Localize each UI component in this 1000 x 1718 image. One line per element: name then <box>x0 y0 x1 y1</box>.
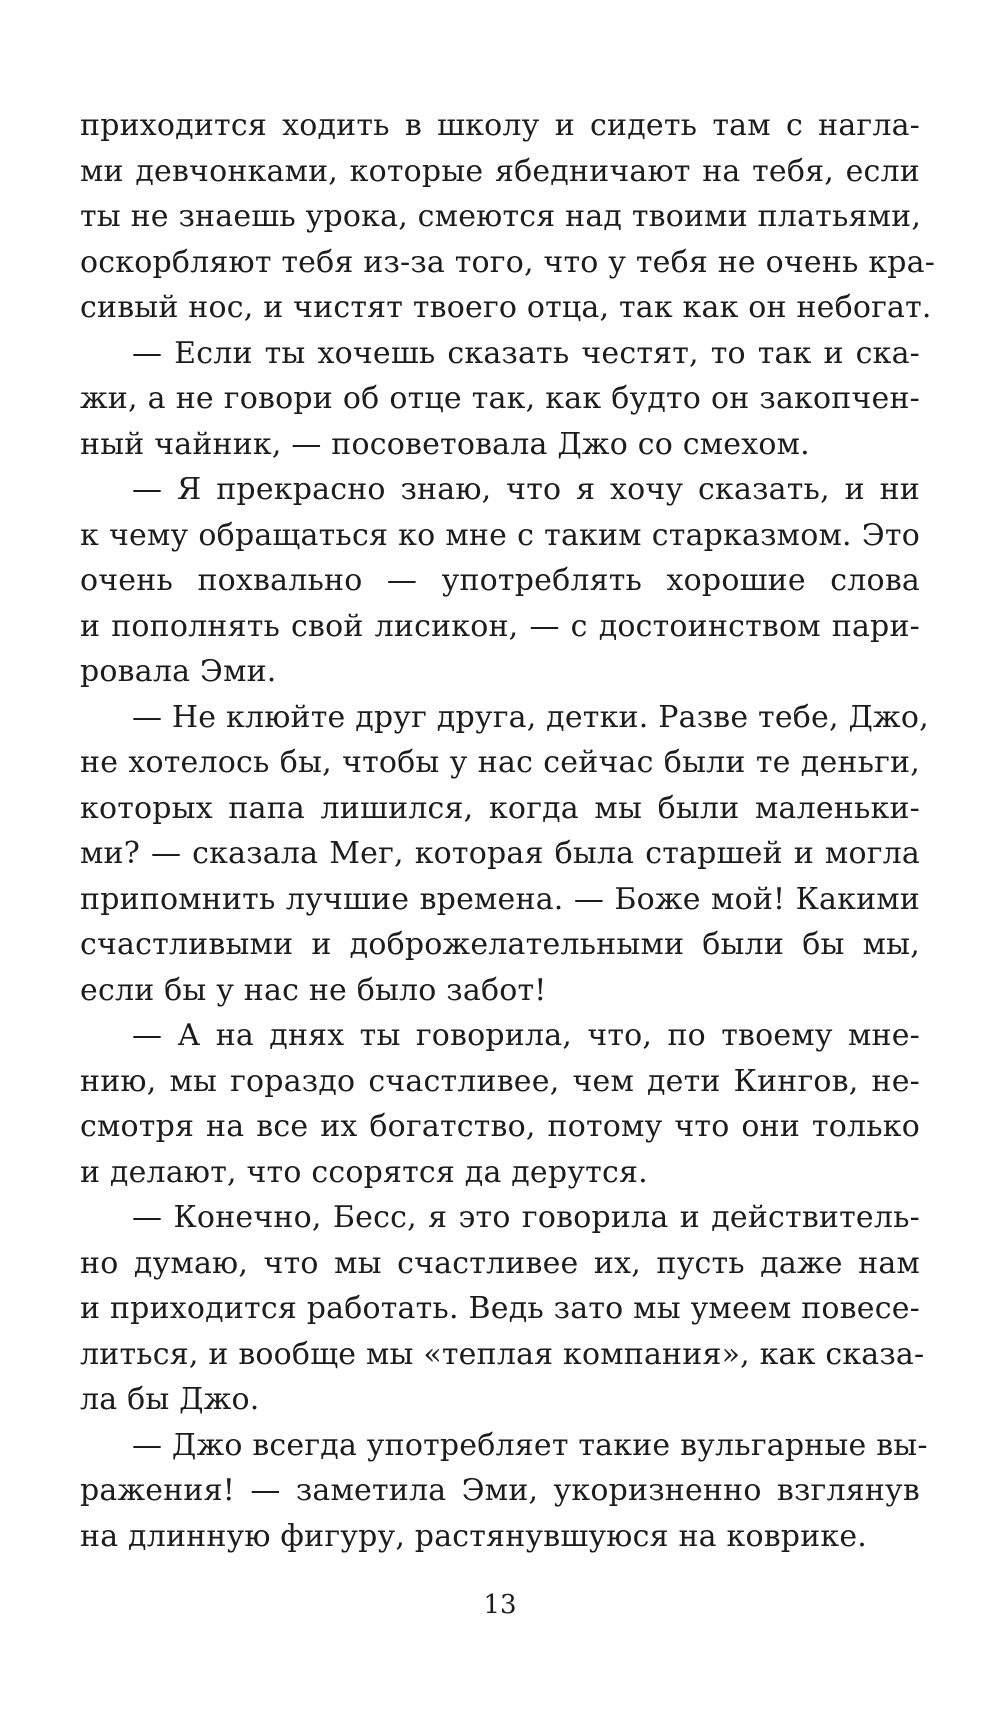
text-line: к чему обращаться ко мне с таким старказмом. Это <box>80 517 920 553</box>
text-line: на длинную фигуру, растянувшуюся на коврике. <box>80 1518 868 1554</box>
text-line: ный чайник, — посоветовала Джо со смехом. <box>80 426 810 462</box>
paragraph <box>80 103 936 331</box>
text-line: припомнить лучшие времена. — Боже мой! Какими <box>80 881 920 917</box>
text-line: ми? — сказала Мег, которая была старшей и могла <box>80 836 920 871</box>
text-line: — Джо всегда употребляет такие вульгарные вы- <box>132 1427 928 1463</box>
paragraph <box>80 331 920 468</box>
text-line: и приходится работать. Ведь зато мы умеем повесе- <box>80 1291 920 1326</box>
text-line: если бы у нас не было забот! <box>80 972 547 1008</box>
text-line: ровала Эми. <box>80 654 277 689</box>
text-line: сивый нос, и чистят твоего отца, так как он небогат. <box>80 290 932 325</box>
paragraph <box>80 1423 928 1560</box>
text-line: оскорбляют тебя из-за того, что у тебя не очень кра- <box>80 244 936 280</box>
text-line: ты не знаешь урока, смеются над твоими платьями, <box>80 199 922 234</box>
text-line: приходится ходить в школу и сидеть там с нагла- <box>80 108 920 143</box>
text-line: ла бы Джо. <box>80 1382 260 1417</box>
text-line: — Конечно, Бесс, я это говорила и действитель- <box>132 1200 920 1235</box>
text-line: ми девчонками, которые ябедничают на тебя, если <box>80 153 920 189</box>
text-line: жи, а не говори об отце так, как будто он закопчен- <box>80 381 920 416</box>
page-number: 13 <box>483 1590 517 1620</box>
paragraph <box>80 695 929 1014</box>
text-line: счастливыми и доброжелательными были бы мы, <box>80 927 920 962</box>
text-line: литься, и вообще мы «теплая компания», как сказа- <box>80 1336 925 1372</box>
page-body-text <box>80 103 936 1559</box>
text-line: смотря на все их богатство, потому что они только <box>80 1109 920 1144</box>
paragraph <box>80 1013 920 1195</box>
text-line: очень похвально — употреблять хорошие слова <box>80 563 920 598</box>
text-line: которых папа лишился, когда мы были маленьки- <box>80 790 920 826</box>
text-line: но думаю, что мы счастливее их, пусть даже нам <box>80 1245 920 1281</box>
text-line: — Если ты хочешь сказать честят, то так и ска- <box>132 335 920 371</box>
text-line: не хотелось бы, чтобы у нас сейчас были те деньги, <box>80 745 920 780</box>
paragraph <box>80 1195 925 1423</box>
text-line: — Не клюйте друг друга, детки. Разве тебе, Джо, <box>132 699 929 735</box>
text-line: нию, мы гораздо счастливее, чем дети Кингов, не- <box>80 1063 920 1099</box>
text-line: и пополнять свой лисикон, — с достоинством пари- <box>80 608 920 644</box>
text-line: ражения! — заметила Эми, укоризненно взглянув <box>80 1473 920 1508</box>
paragraph <box>80 467 920 695</box>
text-line: — А на днях ты говорила, что, по твоему мне- <box>132 1018 920 1053</box>
text-line: и делают, что ссорятся да дерутся. <box>80 1154 648 1190</box>
text-line: — Я прекрасно знаю, что я хочу сказать, и ни <box>132 472 920 507</box>
